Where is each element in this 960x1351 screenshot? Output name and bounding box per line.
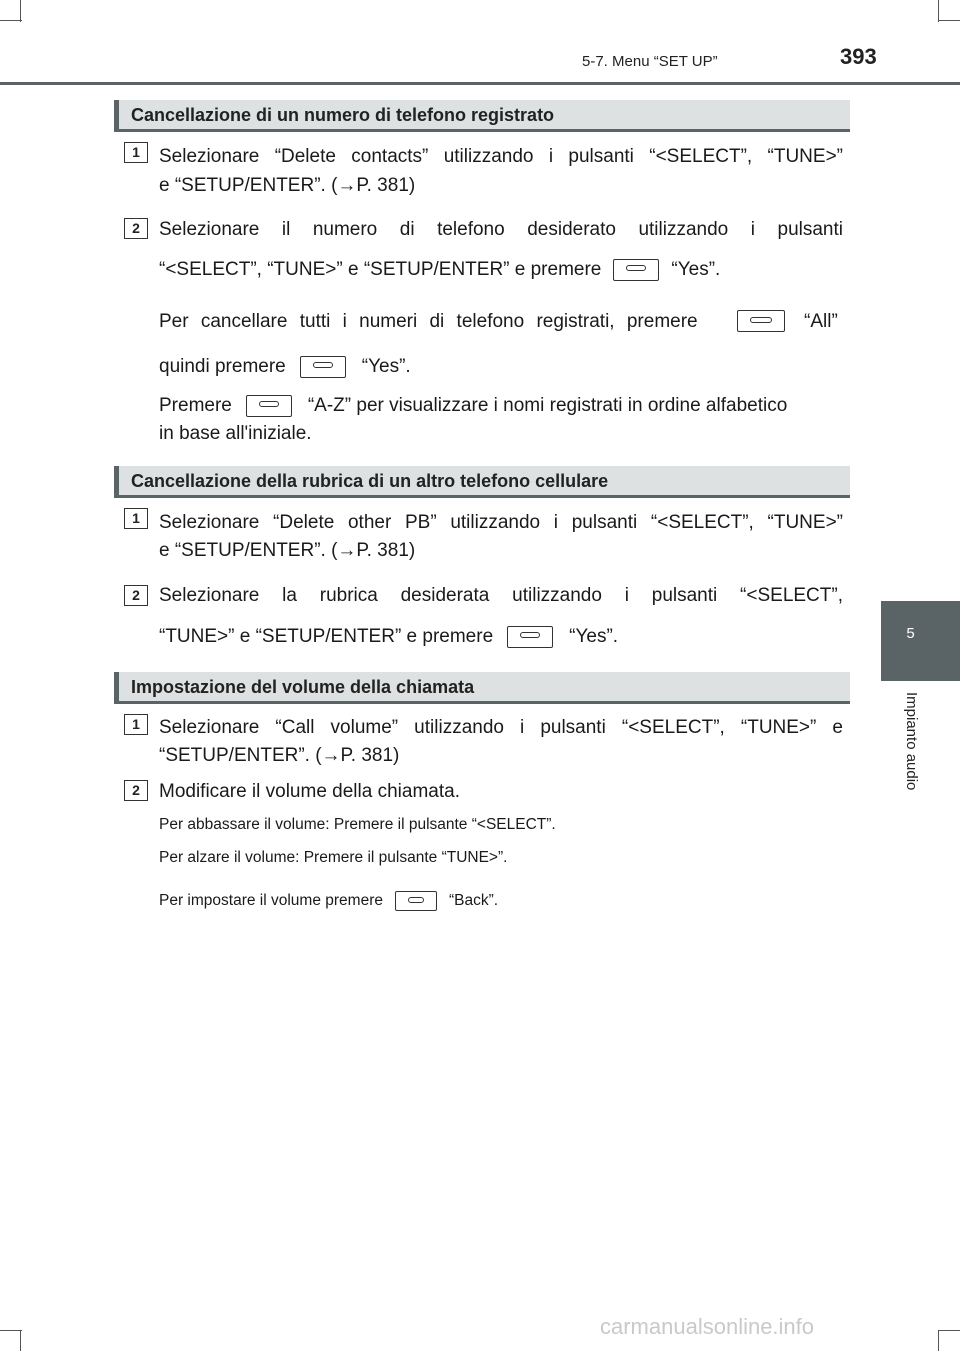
step-text: Selezionare la rubrica desiderata utilizzando i pulsanti “<SELECT”, <box>159 585 843 606</box>
header-rule <box>0 82 960 85</box>
step-text-part: “Yes”. <box>569 626 619 648</box>
step-text: Selezionare “Delete contacts” utilizzando i pulsanti “<SELECT”, “TUNE>” <box>159 146 843 167</box>
section-heading <box>114 100 850 132</box>
note-text: in base all'iniziale. <box>159 423 312 444</box>
step-text: Selezionare il numero di telefono desiderato utilizzando i pulsanti <box>159 219 843 240</box>
step-text: e “SETUP/ENTER”. (→P. 381) <box>159 175 416 196</box>
note-text <box>159 395 843 417</box>
section-heading <box>114 466 850 498</box>
step-text: “SETUP/ENTER”. (→P. 381) <box>159 745 400 766</box>
touch-button-icon <box>300 356 346 378</box>
chapter-tab <box>881 601 960 681</box>
watermark: carmanualsonline.info <box>600 1314 815 1339</box>
section-title: 5-7. Menu “SET UP” <box>582 53 718 70</box>
section-heading-text: Impostazione del volume della chiamata <box>131 677 475 697</box>
section-heading-text: Cancellazione di un numero di telefono registrato <box>131 105 555 125</box>
crop-mark <box>938 1330 939 1351</box>
crop-mark <box>938 20 960 21</box>
step-number: 2 <box>124 218 148 239</box>
chapter-number: 5 <box>906 625 915 642</box>
crop-mark <box>938 0 939 22</box>
step-text-part: “TUNE>” e “SETUP/ENTER” e premere <box>159 626 494 648</box>
chapter-label-text: Impianto audio <box>903 692 920 791</box>
step-number: 2 <box>124 585 148 606</box>
note-text <box>159 891 498 911</box>
note-text-part: “All” <box>804 311 838 332</box>
crop-mark <box>20 1330 21 1351</box>
step-number: 1 <box>124 508 148 529</box>
note-text-part: Premere <box>159 395 232 417</box>
crop-mark <box>938 1330 960 1331</box>
crop-mark <box>20 0 21 22</box>
crop-mark <box>0 1330 22 1331</box>
step-text: Selezionare “Delete other PB” utilizzando i pulsanti “<SELECT”, “TUNE>” <box>159 512 843 533</box>
crop-mark <box>0 20 22 21</box>
note-text-part: Per cancellare tutti i numeri di telefono registrati, premere <box>159 311 698 332</box>
note-text: Per abbassare il volume: Premere il pulsante “<SELECT”. <box>159 816 556 833</box>
step-text: e “SETUP/ENTER”. (→P. 381) <box>159 540 416 561</box>
note-text-part: “Back”. <box>448 892 499 910</box>
touch-button-icon <box>737 310 785 332</box>
touch-button-icon <box>613 259 659 281</box>
note-text-part: “Yes”. <box>361 356 411 378</box>
touch-button-icon <box>246 395 292 417</box>
touch-button-icon <box>395 891 437 911</box>
note-text-part: Per impostare il volume premere <box>159 892 383 910</box>
note-text-part: quindi premere <box>159 356 286 378</box>
step-text: Modificare il volume della chiamata. <box>159 781 460 802</box>
step-number: 2 <box>124 780 148 801</box>
step-number: 1 <box>124 714 148 735</box>
page-number: 393 <box>840 44 877 69</box>
step-number: 1 <box>124 142 148 163</box>
step-text-part: “Yes”. <box>671 259 721 281</box>
touch-button-icon <box>507 626 553 648</box>
step-text <box>159 626 843 648</box>
step-text-part: “<SELECT”, “TUNE>” e “SETUP/ENTER” e premere <box>159 259 602 281</box>
section-heading-text: Cancellazione della rubrica di un altro telefono cellulare <box>131 471 609 491</box>
section-heading <box>114 672 850 704</box>
chapter-label <box>902 692 922 822</box>
step-text <box>159 259 843 281</box>
note-text <box>159 356 843 378</box>
step-text: Selezionare “Call volume” utilizzando i pulsanti “<SELECT”, “TUNE>” e <box>159 717 843 738</box>
note-text: Per alzare il volume: Premere il pulsante “TUNE>”. <box>159 849 508 866</box>
note-text-part: “A-Z” per visualizzare i nomi registrati in ordine alfabetico <box>307 395 788 417</box>
